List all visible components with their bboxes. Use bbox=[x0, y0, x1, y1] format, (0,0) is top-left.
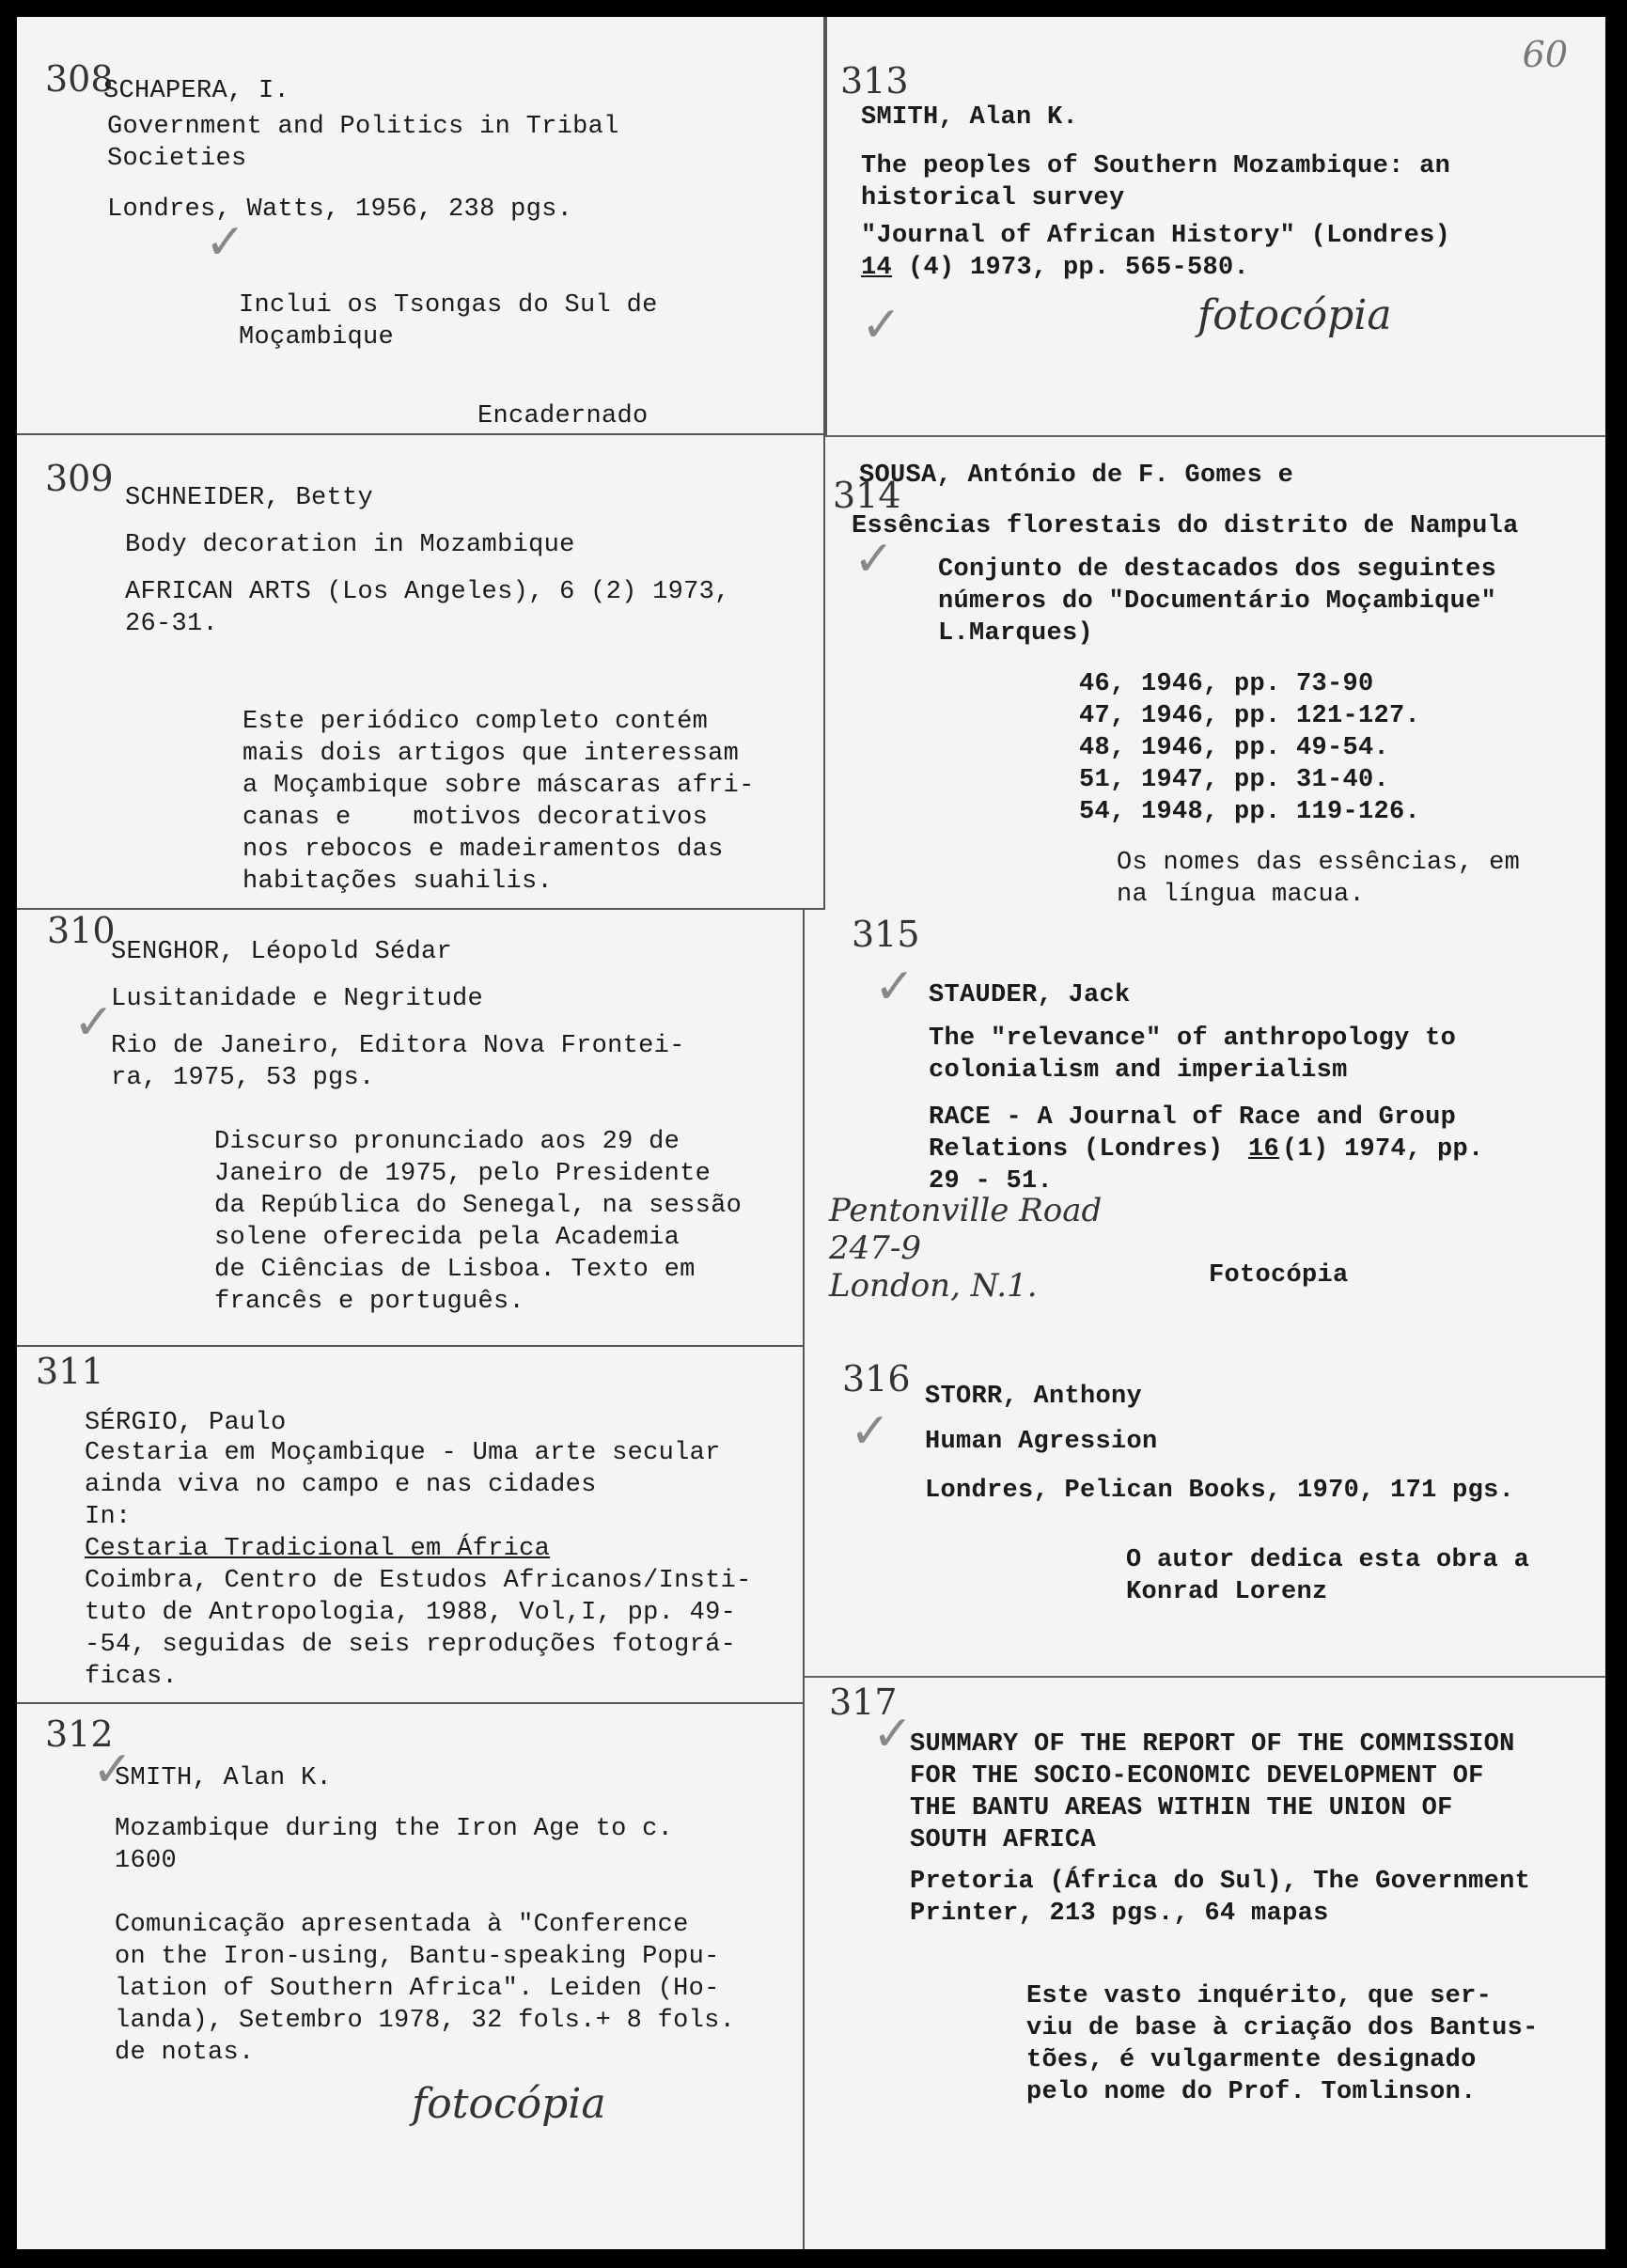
entry-binding: Encadernado bbox=[477, 402, 649, 430]
entry-number: 314 bbox=[833, 475, 901, 516]
check-mark-icon: ✓ bbox=[73, 994, 115, 1051]
entry-309 bbox=[17, 435, 825, 910]
check-mark-icon: ✓ bbox=[872, 1706, 914, 1762]
check-mark-icon: ✓ bbox=[861, 297, 902, 353]
entry-journal: RACE - A Journal of Race and Group Relations (Londres) bbox=[929, 1103, 1457, 1164]
entry-311 bbox=[17, 1347, 805, 1704]
check-mark-icon: ✓ bbox=[874, 959, 915, 1015]
entry-volume: 16 bbox=[1248, 1135, 1280, 1164]
entry-number: 310 bbox=[47, 910, 116, 951]
entry-description: Conjunto de destacados dos seguintes números do "Documentário Moçambique" L.Marques) bbox=[938, 555, 1497, 648]
check-mark-icon: ✓ bbox=[850, 1403, 891, 1460]
entry-imprint: Pretoria (África do Sul), The Government Printer, 213 pgs., 64 mapas bbox=[910, 1868, 1531, 1928]
entry-note: Fotocópia bbox=[1209, 1261, 1349, 1290]
entry-317 bbox=[805, 1676, 1605, 2249]
check-mark-icon: ✓ bbox=[205, 214, 246, 271]
entry-note: Este periódico completo contém mais dois artigos que interessam a Moçambique sobre máscaras afri- canas e motivos decorativos nos rebocos e madeiramentos das habitações suahilis. bbox=[242, 708, 755, 896]
entry-source-title: Cestaria Tradicional em África bbox=[85, 1535, 551, 1563]
entry-title: Lusitanidade e Negritude bbox=[111, 985, 484, 1013]
entry-author: STAUDER, Jack bbox=[929, 981, 1131, 1009]
entry-number: 315 bbox=[852, 914, 920, 955]
entry-issues: 46, 1946, pp. 73-90 47, 1946, pp. 121-127. 48, 1946, pp. 49-54. 51, 1947, pp. 31-40. 54, 1948, pp. 119-126. bbox=[1079, 670, 1421, 826]
entry-imprint: Rio de Janeiro, Editora Nova Frontei- ra, 1975, 53 pgs. bbox=[111, 1032, 685, 1092]
entry-number: 316 bbox=[842, 1358, 911, 1400]
entry-316 bbox=[805, 1347, 1605, 1676]
entry-note: Este vasto inquérito, que ser- viu de base à criação dos Bantus- tões, é vulgarmente designado pelo nome do Prof. Tomlinson. bbox=[1026, 1982, 1539, 2106]
entry-title: The peoples of Southern Mozambique: an historical survey bbox=[861, 152, 1451, 212]
entry-author: STORR, Anthony bbox=[925, 1383, 1143, 1411]
entry-author: SENGHOR, Léopold Sédar bbox=[111, 938, 453, 966]
entry-312 bbox=[17, 1704, 805, 2249]
entry-note: Inclui os Tsongas do Sul de Moçambique bbox=[239, 291, 658, 352]
entry-note: Os nomes das essências, em na língua macua. bbox=[1117, 849, 1521, 909]
entry-author: SMITH, Alan K. bbox=[861, 103, 1079, 132]
entry-pages: (4) 1973, pp. 565-580. bbox=[908, 254, 1250, 282]
entry-title: SUMMARY OF THE REPORT OF THE COMMISSION FOR THE SOCIO-ECONOMIC DEVELOPMENT OF THE BANTU AREAS WITHIN THE UNION OF SOUTH AFRICA bbox=[910, 1730, 1515, 1854]
catalog-sheet bbox=[17, 17, 1605, 2249]
entry-number: 308 bbox=[45, 58, 114, 100]
entry-in-label: In: bbox=[85, 1503, 132, 1531]
entry-imprint: Londres, Pelican Books, 1970, 171 pgs. bbox=[925, 1477, 1515, 1505]
entry-imprint: Londres, Watts, 1956, 238 pgs. bbox=[107, 196, 573, 224]
entry-note: O autor dedica esta obra a Konrad Lorenz bbox=[1126, 1546, 1530, 1606]
handwritten-address: Pentonville Road 247-9 London, N.1. bbox=[829, 1192, 1103, 1305]
entry-imprint: AFRICAN ARTS (Los Angeles), 6 (2) 1973, 26-31. bbox=[125, 578, 730, 638]
entry-title: Human Agression bbox=[925, 1428, 1158, 1456]
entry-number: 317 bbox=[829, 1681, 898, 1723]
entry-author: SCHAPERA, I. bbox=[103, 77, 290, 105]
check-mark-icon: ✓ bbox=[853, 531, 895, 587]
entry-journal: "Journal of African History" (Londres) bbox=[861, 222, 1451, 250]
handwritten-note: fotocópia bbox=[1197, 291, 1392, 339]
entry-number: 311 bbox=[36, 1351, 104, 1392]
entry-313 bbox=[825, 17, 1605, 435]
entry-note: Comunicação apresentada à "Conference on the Iron-using, Bantu-speaking Popu- lation of Southern Africa". Leiden (Ho- landa), Setembro 1978, 32 fols.+ 8 fols. de notas. bbox=[115, 1911, 736, 2067]
entry-author: SÉRGIO, Paulo bbox=[85, 1409, 287, 1437]
page-number: 60 bbox=[1522, 34, 1568, 75]
entry-title: The "relevance" of anthropology to colonialism and imperialism bbox=[929, 1025, 1457, 1085]
entry-308 bbox=[17, 17, 825, 435]
entry-title: Cestaria em Moçambique - Uma arte secular ainda viva no campo e nas cidades bbox=[85, 1439, 721, 1499]
entry-note: Discurso pronunciado aos 29 de Janeiro de 1975, pelo Presidente da República do Senegal, na sessão solene oferecida pela Academia de Ciências de Lisboa. Texto em francês e português. bbox=[214, 1128, 743, 1316]
entry-title: Body decoration in Mozambique bbox=[125, 531, 575, 559]
entry-issue-year: (1) 1974, pp. bbox=[1282, 1135, 1484, 1164]
entry-title: Government and Politics in Tribal Societies bbox=[107, 113, 619, 173]
entry-author: SOUSA, António de F. Gomes e bbox=[859, 461, 1294, 490]
entry-title: Mozambique during the Iron Age to c. 1600 bbox=[115, 1815, 674, 1875]
entry-314 bbox=[825, 435, 1605, 910]
entry-author: SMITH, Alan K. bbox=[115, 1764, 333, 1792]
handwritten-note: fotocópia bbox=[412, 2080, 606, 2128]
entry-title: Essências florestais do distrito de Nampula bbox=[852, 512, 1519, 540]
entry-imprint: Coimbra, Centro de Estudos Africanos/Insti- tuto de Antropologia, 1988, Vol,I, pp. 49- -54, seguidas de seis reproduções fotográ- ficas. bbox=[85, 1567, 752, 1691]
entry-number: 312 bbox=[45, 1713, 114, 1755]
entry-pages: 29 - 51. bbox=[929, 1167, 1054, 1196]
entry-author: SCHNEIDER, Betty bbox=[125, 484, 374, 512]
entry-310 bbox=[17, 910, 805, 1347]
entry-number: 313 bbox=[840, 60, 909, 102]
entry-volume: 14 bbox=[861, 254, 893, 282]
check-mark-icon: ✓ bbox=[92, 1742, 133, 1798]
entry-number: 309 bbox=[45, 458, 114, 499]
entry-315 bbox=[805, 910, 1605, 1347]
